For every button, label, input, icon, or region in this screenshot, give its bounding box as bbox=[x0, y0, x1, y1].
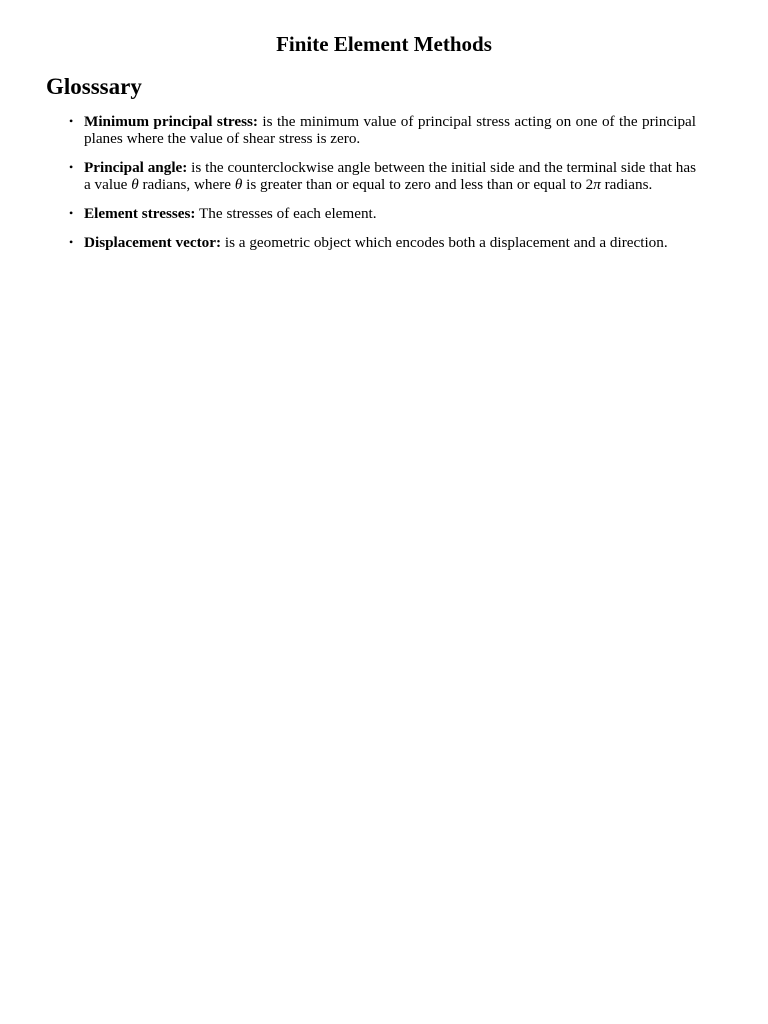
bullet-icon: • bbox=[69, 114, 74, 128]
document-title: Finite Element Methods bbox=[276, 32, 492, 56]
glossary-term: Displacement vector: bbox=[84, 234, 222, 251]
glossary-item-displacement-vector bbox=[66, 234, 696, 251]
glossary-item-minimum-principal-stress bbox=[66, 113, 696, 147]
bullet-icon: • bbox=[69, 206, 74, 220]
bullet-icon: • bbox=[69, 235, 74, 249]
glossary-term: Principal angle: bbox=[84, 159, 188, 176]
glossary-definition-part: radians, where bbox=[142, 176, 232, 193]
bullet-icon: • bbox=[69, 160, 74, 174]
theta-symbol: θ bbox=[234, 176, 243, 193]
glossary-definition-part: radians. bbox=[604, 176, 653, 193]
glossary-term: Minimum principal stress: bbox=[84, 113, 258, 130]
glossary-definition: is a geometric object which encodes both a displacement and a direction. bbox=[224, 234, 668, 251]
glossary-definition-part: is the counterclockwise angle between the initial side and the terminal side that has a value bbox=[84, 159, 697, 193]
section-heading-glossary: Glosssary bbox=[46, 74, 142, 99]
glossary-item-element-stresses bbox=[66, 205, 696, 222]
glossary-term: Element stresses: bbox=[84, 205, 196, 222]
pi-symbol: π bbox=[593, 176, 601, 193]
theta-symbol: θ bbox=[131, 176, 139, 193]
glossary-item-principal-angle bbox=[66, 159, 696, 193]
glossary-list bbox=[66, 113, 696, 263]
glossary-definition: The stresses of each element. bbox=[199, 205, 377, 222]
glossary-definition: is the minimum value of principal stress acting on one of the principal planes where the value of shear stress is zero. bbox=[84, 113, 696, 147]
glossary-definition-part: is greater than or equal to zero and less than or equal to 2 bbox=[246, 176, 594, 193]
